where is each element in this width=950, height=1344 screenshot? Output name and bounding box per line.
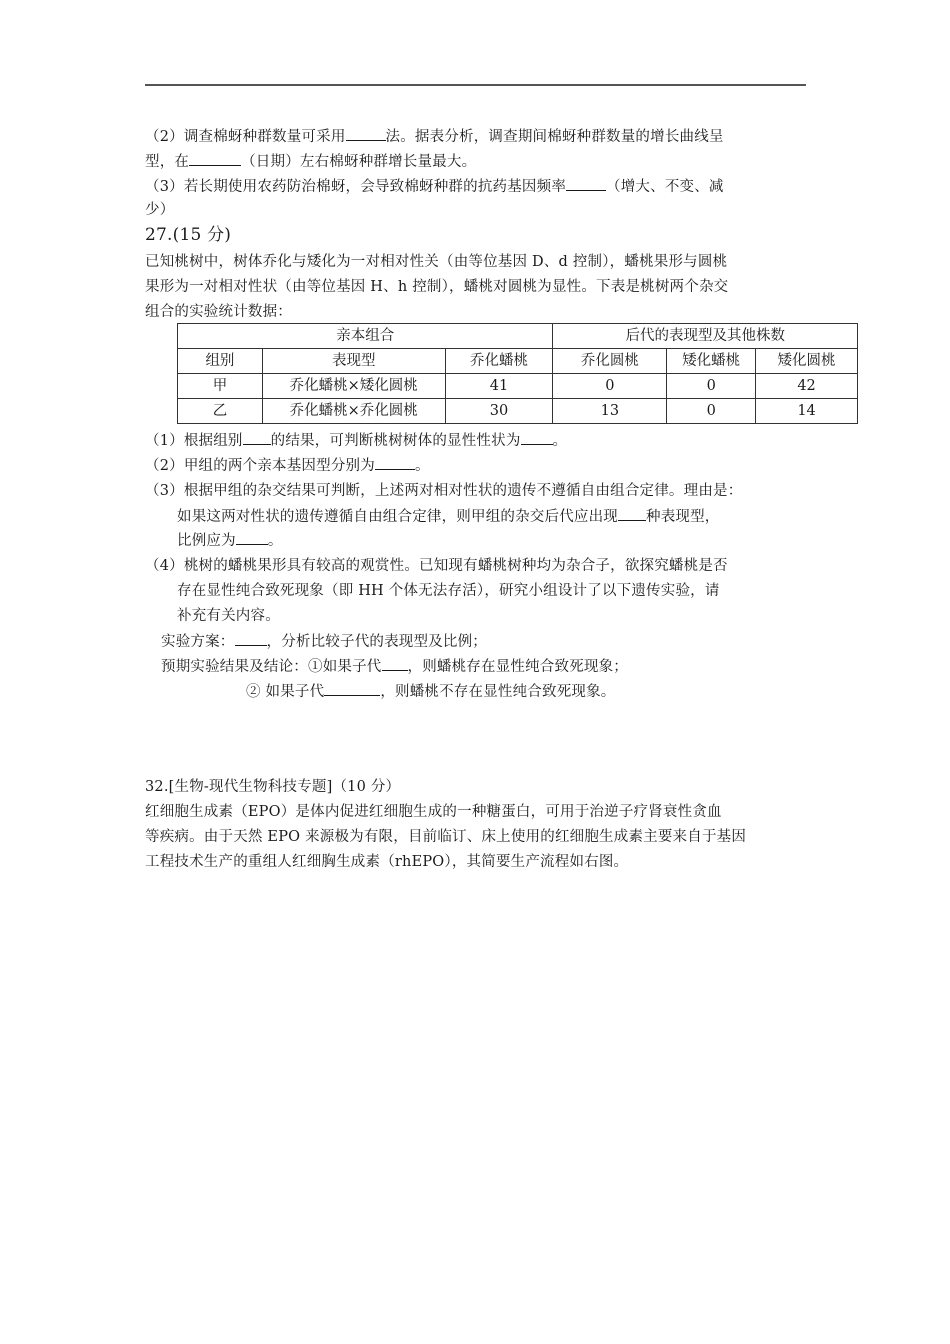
q26-sub2-text: 型，在 — [145, 154, 190, 170]
column-header: 乔化蟠桃 — [445, 349, 553, 374]
q27-sub2 — [145, 455, 430, 476]
table-cell: 42 — [756, 374, 858, 399]
q27-sub1 — [145, 430, 567, 451]
q27-sub3-line3 — [177, 530, 283, 551]
header-rule — [145, 84, 806, 86]
column-header: 矮化蟠桃 — [667, 349, 756, 374]
table-cell: 30 — [445, 399, 553, 424]
q27-plan-text: ，分析比较子代的表现型及比例； — [266, 634, 487, 650]
answer-blank[interactable] — [236, 530, 268, 545]
table-cell: 0 — [553, 374, 667, 399]
q27-sub3-text: 比例应为 — [177, 533, 236, 549]
q27-expect-text: ，则蟠桃存在显性纯合致死现象； — [407, 659, 628, 675]
q26-sub2-line2 — [145, 151, 476, 172]
table-cell: 乔化蟠桃×矮化圆桃 — [262, 374, 445, 399]
cross-results-table — [177, 323, 858, 424]
column-header: 组别 — [178, 349, 263, 374]
q27-sub2-text: （2）甲组的两个亲本基因型分别为 — [145, 458, 375, 474]
q27-sub3-text: 。 — [267, 533, 283, 549]
table-group-header: 后代的表现型及其他株数 — [553, 324, 858, 349]
answer-blank[interactable] — [189, 151, 241, 166]
table-row — [178, 399, 858, 424]
q27-expect-text: 预期实验结果及结论：①如果子代 — [161, 659, 382, 675]
answer-blank[interactable] — [566, 176, 606, 191]
table-cell: 0 — [667, 399, 756, 424]
q27-sub4-line2: 存在显性纯合致死现象（即 HH 个体无法存活），研究小组设计了以下遗传实验，请 — [177, 583, 720, 599]
q27-title: 27.(15 分) — [145, 225, 232, 245]
table-cell: 乙 — [178, 399, 263, 424]
q27-expect-1 — [161, 656, 628, 677]
q27-sub2-text: 。 — [414, 458, 430, 474]
q26-sub3-line2: 少） — [145, 202, 175, 218]
column-header: 乔化圆桃 — [553, 349, 667, 374]
answer-blank[interactable] — [382, 656, 408, 671]
table-group-header-row — [178, 324, 858, 349]
table-row — [178, 374, 858, 399]
answer-blank[interactable] — [375, 455, 415, 470]
table-cell: 甲 — [178, 374, 263, 399]
q27-plan-text: 实验方案： — [161, 634, 235, 650]
table-cell: 14 — [756, 399, 858, 424]
table-group-header: 亲本组合 — [178, 324, 553, 349]
table-cell: 13 — [553, 399, 667, 424]
answer-blank[interactable] — [235, 631, 267, 646]
q32-line: 等疾病。由于天然 EPO 来源极为有限，目前临订、床上使用的红细胞生成素主要来自于基因 — [145, 829, 747, 845]
column-header: 矮化圆桃 — [756, 349, 858, 374]
q27-sub3-text: 种表现型， — [646, 509, 720, 525]
q27-expect-2 — [246, 681, 616, 702]
table-header-row — [178, 349, 858, 374]
answer-blank[interactable] — [618, 506, 646, 521]
q26-sub2-text: 法。据表分析，调查期间棉蚜种群数量的增长曲线呈 — [385, 129, 724, 145]
q26-sub3-text: （3）若长期使用农药防治棉蚜，会导致棉蚜种群的抗药基因频率 — [145, 179, 567, 195]
q27-intro-line: 已知桃树中，树体乔化与矮化为一对相对性关（由等位基因 D、d 控制），蟠桃果形与圆桃 — [145, 254, 728, 270]
q26-sub2-text: （日期）左右棉蚜种群增长量最大。 — [241, 154, 477, 170]
q32-line: 工程技术生产的重组人红细胸生成素（rhEPO），其简要生产流程如右图。 — [145, 854, 629, 870]
q26-sub3-line1 — [145, 176, 724, 197]
q32-title: 32.[生物-现代生物科技专题]（10 分） — [145, 779, 401, 795]
q27-plan — [161, 631, 487, 652]
q27-sub1-text: 。 — [552, 433, 568, 449]
q27-sub1-text: 的结果，可判断桃树树体的显性性状为 — [270, 433, 521, 449]
q27-expect-text: ② 如果子代 — [246, 684, 325, 700]
q26-sub3-text: （增大、不变、减 — [606, 179, 724, 195]
table-cell: 41 — [445, 374, 553, 399]
q27-sub4-line1: （4）桃树的蟠桃果形具有较高的观赏性。已知现有蟠桃树种均为杂合子，欲探究蟠桃是否 — [145, 558, 728, 574]
q27-sub3-line1: （3）根据甲组的杂交结果可判断，上述两对相对性状的遗传不遵循自由组合定律。理由是： — [145, 483, 743, 499]
q26-sub2-text: （2）调查棉蚜种群数量可采用 — [145, 129, 346, 145]
q27-sub3-line2 — [177, 506, 720, 527]
answer-blank[interactable] — [346, 126, 386, 141]
table-cell: 0 — [667, 374, 756, 399]
q27-sub1-text: （1）根据组别 — [145, 433, 243, 449]
q32-line: 红细胞生成素（EPO）是体内促进红细胞生成的一种糖蛋白，可用于治逆子疗肾衰性贪血 — [145, 804, 722, 820]
q26-sub2-line1 — [145, 126, 724, 147]
q27-intro-line: 组合的实验统计数据： — [145, 304, 292, 320]
q27-intro-line: 果形为一对相对性状（由等位基因 H、h 控制），蟠桃对圆桃为显性。下表是桃树两个杂交 — [145, 279, 729, 295]
column-header: 表现型 — [262, 349, 445, 374]
q27-sub4-line3: 补充有关内容。 — [177, 608, 280, 624]
answer-blank[interactable] — [521, 430, 553, 445]
table-cell: 乔化蟠桃×乔化圆桃 — [262, 399, 445, 424]
answer-blank[interactable] — [324, 681, 380, 696]
q27-sub3-text: 如果这两对性状的遗传遵循自由组合定律，则甲组的杂交后代应出现 — [177, 509, 618, 525]
q27-expect-text: ，则蟠桃不存在显性纯合致死现象。 — [380, 684, 616, 700]
answer-blank[interactable] — [243, 430, 271, 445]
